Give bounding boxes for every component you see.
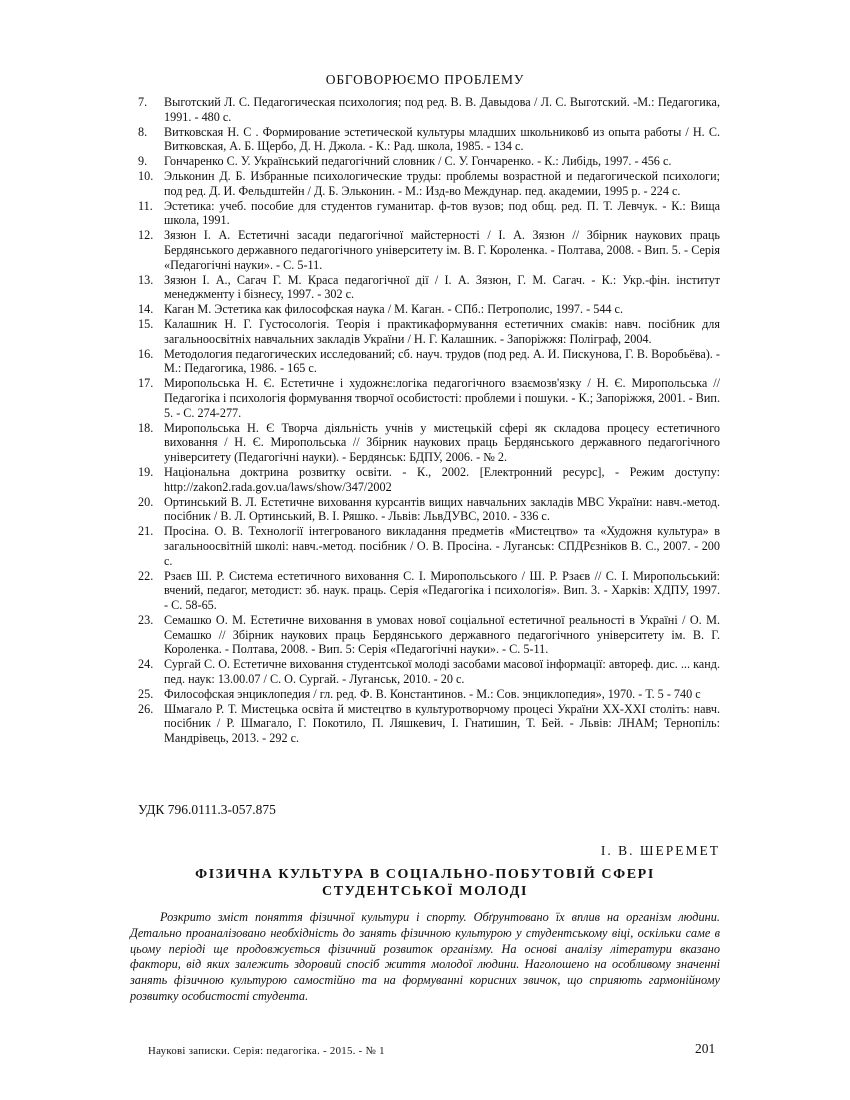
reference-item bbox=[138, 376, 720, 420]
reference-item bbox=[138, 465, 720, 495]
reference-text: Выготский Л. С. Педагогическая психология; под ред. В. В. Давыдова / Л. С. Выготский. -М.: Педагогика, 1991. - 480 с. bbox=[164, 95, 720, 124]
reference-text: Зязюн І. А. Естетичні засади педагогічної майстерності / І. А. Зязюн // Збірник наукових праць Бердянського державного педагогічного університету ім. В. Г. Короленка. - Полтава, 2008. - Вип. 5. - Серія «Педагогічні науки». - С. 5-11. bbox=[164, 228, 720, 272]
reference-item bbox=[138, 702, 720, 746]
reference-item bbox=[138, 421, 720, 465]
reference-number: 21. bbox=[138, 524, 154, 539]
reference-text: Калашник Н. Г. Густосологія. Теорія і практикаформування естетичних смаків: навч. посібник для загальноосвітніх навчальних закладів України / Н. Г. Калашник. - Запоріжжя: Поліграф, 2004. bbox=[164, 316, 720, 346]
reference-number: 7. bbox=[138, 95, 148, 109]
reference-item bbox=[138, 657, 720, 687]
reference-text: Каган М. Эстетика как философская наука / М. Каган. - СПб.: Петрополис, 1997. - 544 с. bbox=[164, 302, 624, 317]
reference-number: 14. bbox=[138, 302, 154, 317]
reference-text: Ортинський В. Л. Естетичне виховання курсантів вищих навчальних закладів МВС України: навч.-метод. посібник / В. Л. Ортинський, В. І. Ряшко. - Львів: ЛьвДУВС, 2010. - 336 с. bbox=[164, 494, 720, 524]
reference-item bbox=[138, 169, 720, 199]
reference-text: Эльконин Д. Б. Избранные психологические труды: проблемы возрастной и педагогической психологи; под ред. Д. И. Фельдштейн / Д. Б. Эльконин. - М.: Изд-во Междунар. пед. академии, 1995 р. - 224 с. bbox=[164, 168, 720, 198]
reference-item bbox=[138, 613, 720, 657]
reference-number: 15. bbox=[138, 316, 154, 331]
reference-number: 26. bbox=[138, 701, 154, 716]
reference-item bbox=[138, 569, 720, 613]
reference-item bbox=[138, 199, 720, 229]
reference-text: Просіна. О. В. Технології інтегрованого викладання предметів «Мистецтво» та «Художня культура» в загальноосвітній школі: навч.-метод. посібник / О. В. Просіна. - Луганськ: СПДРєзніков В. С., 2007. - 200 с. bbox=[164, 524, 720, 568]
reference-item bbox=[138, 687, 720, 702]
udc-code: УДК 796.0111.3-057.875 bbox=[138, 802, 276, 817]
reference-number: 13. bbox=[138, 272, 154, 287]
reference-item bbox=[138, 495, 720, 525]
reference-text: Шмагало Р. Т. Мистецька освіта й мистецтво в культуротворчому процесі України ХХ-ХХІ століть: навч. посібник / Р. Шмагало, Г. Покотило, П. Ляшкевич, І. Гнатишин, Т. Бей. - Львів: ЛНАМ; Тернопіль: Мандрівець, 2013. - 292 с. bbox=[164, 701, 720, 746]
reference-item bbox=[138, 154, 720, 169]
reference-item bbox=[138, 302, 720, 317]
reference-item bbox=[138, 95, 720, 125]
reference-text: Витковская Н. С . Формирование эстетической культуры младших школьниковб из опыта работы / Н. С. Витковская, А. Б. Щербо, Д. Н. Джола. - К.: Рад. школа, 1985. - 134 с. bbox=[164, 124, 720, 154]
reference-item bbox=[138, 125, 720, 155]
reference-number: 10. bbox=[138, 168, 154, 183]
reference-number: 8. bbox=[138, 124, 148, 139]
reference-item bbox=[138, 347, 720, 377]
reference-number: 25. bbox=[138, 686, 154, 701]
article-abstract: Розкрито зміст поняття фізичної культури і спорту. Обґрунтовано їх вплив на організм людини. Детально проаналізовано необхідність до занять фізичною культурою у студентському віці, оскільки саме в цьому періоді ще продовжується фізичний розвиток організму. На основі аналізу літератури вказано фактори, від яких залежить здоровий спосіб життя молодої людини. Наголошено на особливому значенні занять фізичною культурою самостійно та на формуванні корисних звичок, що сприяють гармонійному розвитку особистості студента. bbox=[130, 910, 720, 1003]
reference-text: Семашко О. М. Естетичне виховання в умовах нової соціальної естетичної реальності в Україні / О. М. Семашко // Збірник наукових праць Бердянського державного педагогічного університету ім. В. Г. Короленка. - Полтава, 2008. - Вип. 5: Серія «Педагогічні науки». - С. 5-11. bbox=[164, 612, 720, 657]
reference-item bbox=[138, 228, 720, 272]
reference-text: Философская энциклопедия / гл. ред. Ф. В. Константинов. - М.: Сов. энциклопедия», 1970. - Т. 5 - 740 с bbox=[164, 686, 701, 701]
reference-item bbox=[138, 524, 720, 568]
reference-number: 23. bbox=[138, 612, 154, 627]
reference-number: 19. bbox=[138, 464, 154, 479]
reference-number: 16. bbox=[138, 346, 154, 361]
reference-item bbox=[138, 317, 720, 347]
reference-number: 20. bbox=[138, 494, 154, 509]
reference-number: 9. bbox=[138, 154, 148, 169]
article-title: ФІЗИЧНА КУЛЬТУРА В СОЦІАЛЬНО-ПОБУТОВІЙ СФЕРІ СТУДЕНТСЬКОЇ МОЛОДІ bbox=[195, 867, 655, 899]
author-name: І. В. ШЕРЕМЕТ bbox=[600, 843, 720, 858]
reference-text: Національна доктрина розвитку освіти. - К., 2002. [Електронний ресурс], - Режим доступу: http://zakon2.rada.gov.ua/laws/show/347/2002 bbox=[164, 464, 720, 494]
reference-text: Гончаренко С. У. Український педагогічний словник / С. У. Гончаренко. - К.: Либідь, 1997. - 456 с. bbox=[164, 154, 672, 169]
reference-text: Эстетика: учеб. пособие для студентов гуманитар. ф-тов вузов; под общ. ред. П. Т. Левчук. - К.: Вища школа, 1991. bbox=[164, 198, 720, 228]
reference-number: 17. bbox=[138, 376, 154, 391]
reference-text: Миропольська Н. Є. Естетичне і художнє:логіка педагогічного взаємозв'язку / Н. Є. Миропольська // Педагогіка і психологія формування творчої особистості: проблеми і пошуки. - К.; Запоріжжя, 2001. - Вип. 5. - С. 274-277. bbox=[164, 376, 720, 420]
reference-number: 24. bbox=[138, 657, 154, 672]
reference-text: Зязюн І. А., Сагач Г. М. Краса педагогічної дії / І. А. Зязюн, Г. М. Сагач. - К.: Укр.-фін. інститут менеджменту і бізнесу, 1997. - 302 с. bbox=[164, 272, 720, 302]
journal-footer: Наукові записки. Серія: педагогіка. - 2015. - № 1 bbox=[148, 1045, 385, 1057]
reference-number: 18. bbox=[138, 420, 154, 435]
reference-text: Методология педагогических исследований; сб. науч. трудов (под ред. А. И. Пискунова, Г. В. Воробьёва). - М.: Педагогика, 1986. - 165 с. bbox=[164, 346, 720, 376]
running-header: ОБГОВОРЮЄМО ПРОБЛЕМУ bbox=[325, 72, 525, 87]
reference-item bbox=[138, 273, 720, 303]
page-number: 201 bbox=[695, 1041, 716, 1056]
reference-number: 11. bbox=[138, 198, 153, 213]
reference-number: 12. bbox=[138, 228, 154, 243]
reference-text: Миропольська Н. Є Творча діяльність учнів у мистецькій сфері як складова процесу естетичного виховання / Н. Є. Миропольська // Збірник наукових праць Бердянського державного педагогічного університету (Педагогічні науки). - Бердянськ: БДПУ, 2006. - № 2. bbox=[164, 420, 720, 465]
reference-text: Сургай С. О. Естетичне виховання студентської молоді засобами масової інформації: автореф. дис. ... канд. пед. наук: 13.00.07 / С. О. Сургай. - Луганськ, 2010. - 20 с. bbox=[164, 657, 720, 687]
reference-text: Рзаєв Ш. Р. Система естетичного виховання С. І. Миропольського / Ш. Р. Рзаєв // С. І. Миропольський: вчений, педагог, методист: зб. наук. праць. Серія «Педагогіка і психологія». Вип. 3. - Харків: ХДПУ, 1997. - С. 58-65. bbox=[164, 568, 720, 613]
reference-list bbox=[138, 95, 720, 746]
reference-number: 22. bbox=[138, 568, 154, 583]
